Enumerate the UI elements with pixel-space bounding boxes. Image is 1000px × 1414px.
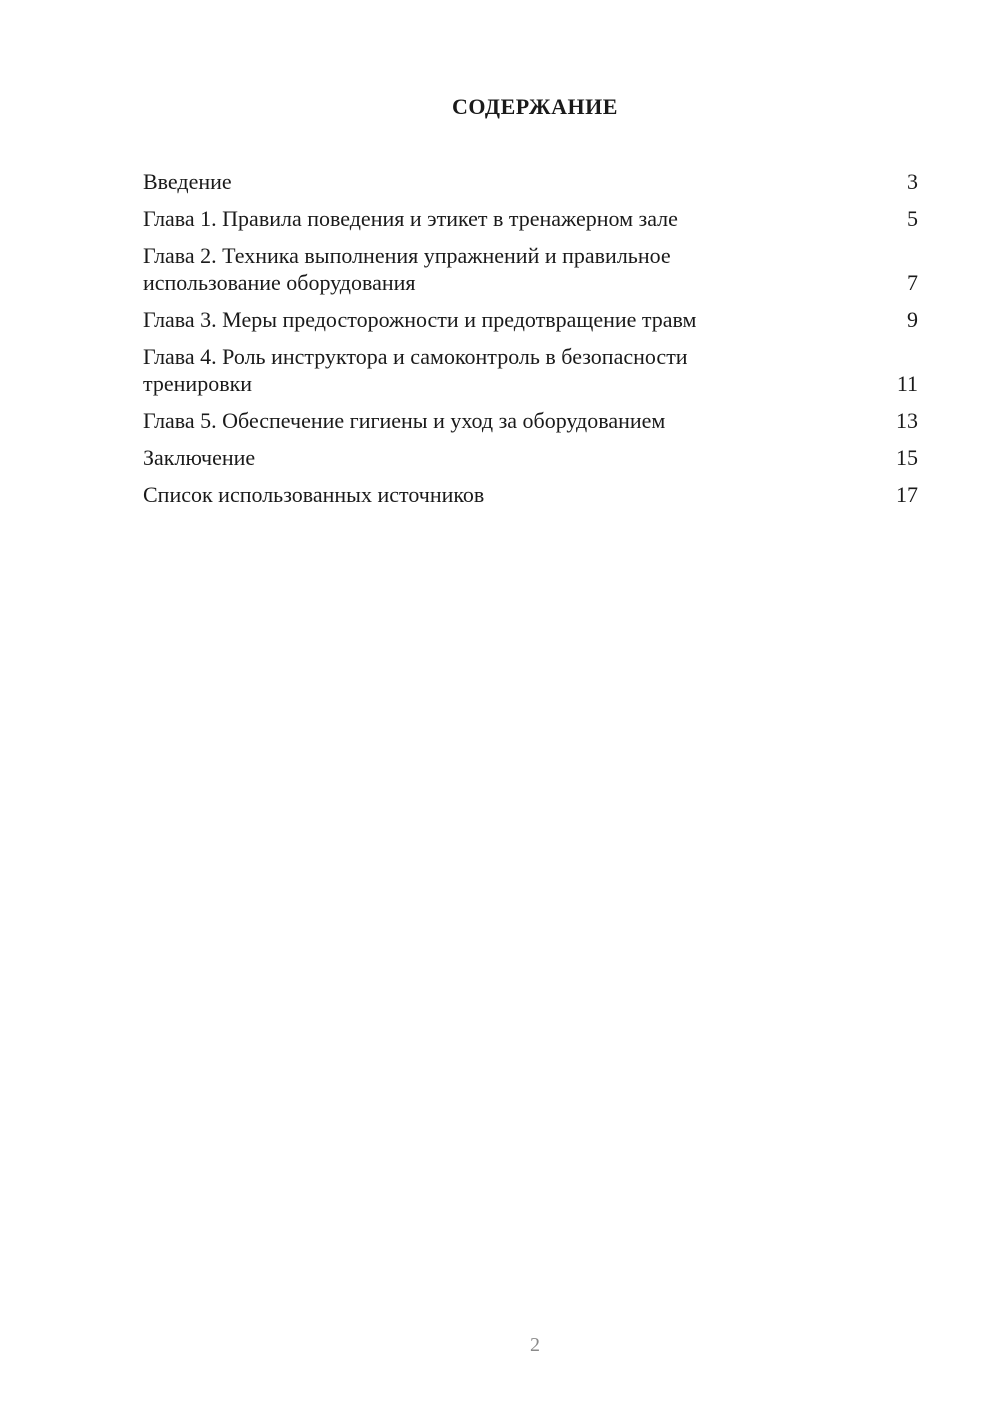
- toc-entry-chapter-3: [143, 306, 918, 333]
- toc-entry-text: [143, 481, 896, 508]
- toc-entry-chapter-4: [143, 343, 918, 397]
- table-of-contents: [143, 168, 918, 518]
- toc-entry-line: Глава 4. Роль инструктора и самоконтроль в безопасности: [143, 344, 688, 369]
- toc-entry-page: 15: [896, 445, 918, 470]
- toc-entry-page: 5: [907, 206, 918, 231]
- toc-entry-text: [143, 242, 907, 296]
- toc-entry-page: 17: [896, 482, 918, 507]
- toc-entry-chapter-2: [143, 242, 918, 296]
- toc-entry-text: [143, 306, 907, 333]
- toc-entry-chapter-1: [143, 205, 918, 232]
- toc-entry-page: 9: [907, 307, 918, 332]
- toc-entry-chapter-5: [143, 407, 918, 434]
- toc-entry-line: Введение: [143, 169, 232, 194]
- toc-entry-line: Глава 5. Обеспечение гигиены и уход за оборудованием: [143, 408, 666, 433]
- toc-entry-line: Заключение: [143, 445, 256, 470]
- toc-entry-page: 3: [907, 169, 918, 194]
- toc-entry-text: [143, 205, 907, 232]
- page-number: 2: [530, 1334, 540, 1356]
- toc-entry-line: Глава 2. Техника выполнения упражнений и правильное: [143, 243, 671, 268]
- toc-entry-introduction: [143, 168, 918, 195]
- toc-entry-references: [143, 481, 918, 508]
- toc-entry-text: [143, 343, 897, 397]
- toc-entry-conclusion: [143, 444, 918, 471]
- toc-entry-page: 11: [896, 371, 918, 396]
- toc-entry-line: использование оборудования: [143, 270, 416, 295]
- toc-title: СОДЕРЖАНИЕ: [452, 94, 618, 119]
- toc-entry-text: [143, 444, 896, 471]
- toc-entry-line: Глава 3. Меры предосторожности и предотвращение травм: [143, 307, 697, 332]
- toc-entry-page: 7: [907, 270, 918, 295]
- toc-entry-text: [143, 168, 907, 195]
- toc-entry-line: Список использованных источников: [143, 482, 485, 507]
- toc-entry-line: тренировки: [143, 371, 253, 396]
- toc-entry-text: [143, 407, 896, 434]
- toc-entry-page: 13: [896, 408, 918, 433]
- toc-entry-line: Глава 1. Правила поведения и этикет в тренажерном зале: [143, 206, 678, 231]
